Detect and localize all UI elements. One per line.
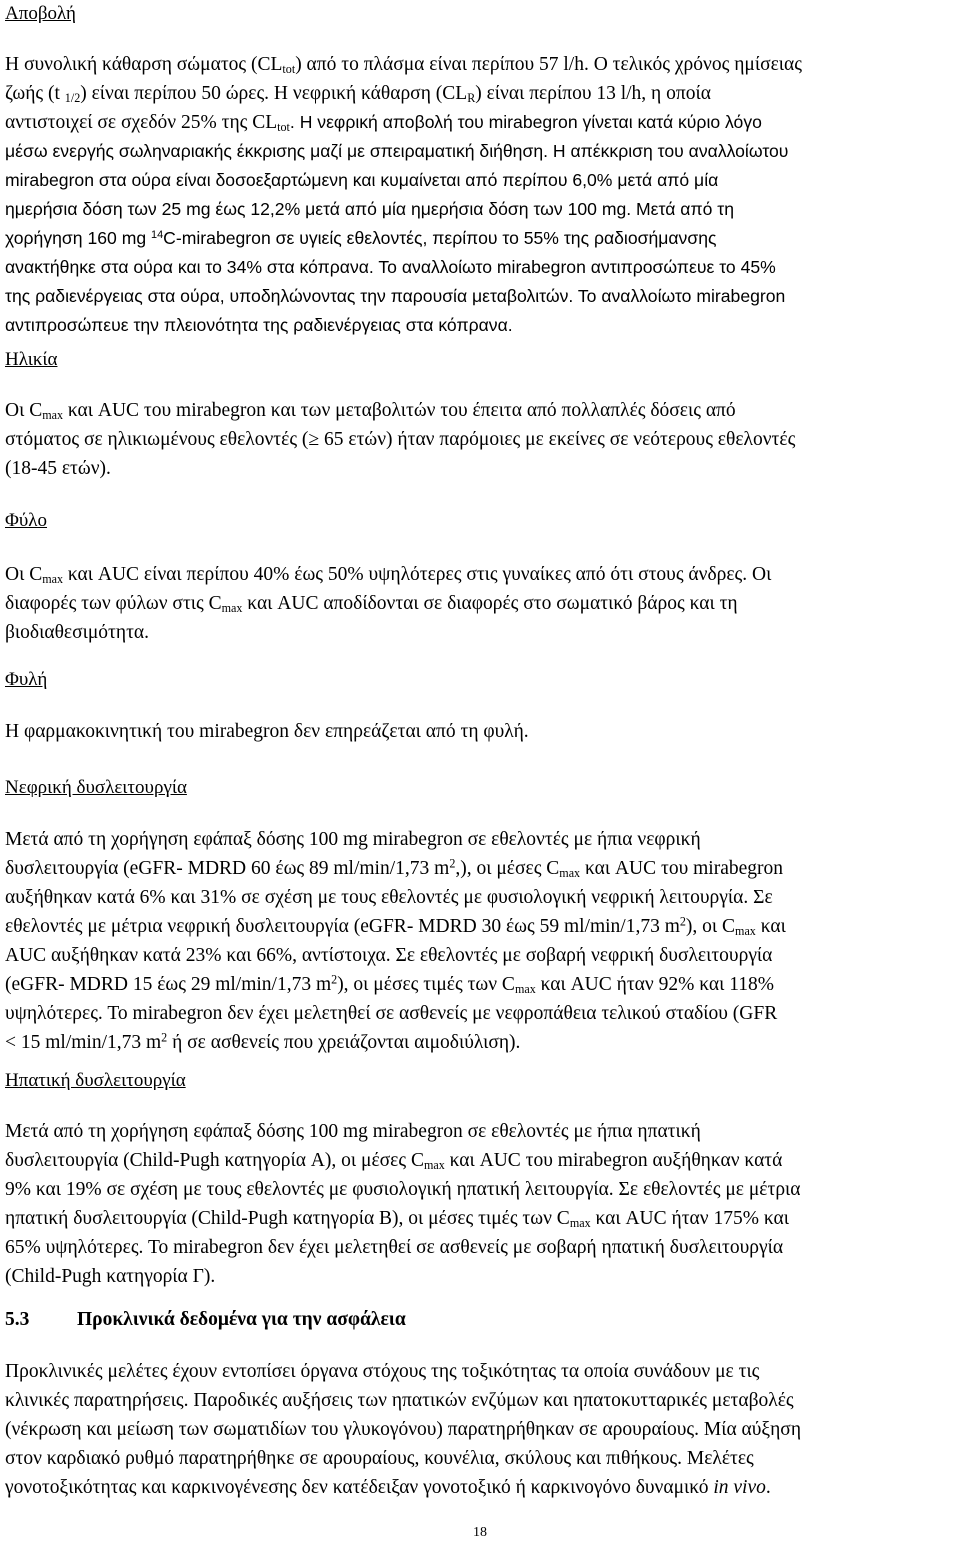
text-line: βιοδιαθεσιμότητα. [5, 622, 150, 643]
text-line: κλινικές παρατηρήσεις. Παροδικές αυξήσεις των ηπατικών ενζύμων και ηπατοκυτταρικές μεταβολές [5, 1390, 794, 1411]
text-line: αντιπροσώπευε την πλειονότητα της ραδιενέργειας στα κόπρανα. [5, 315, 513, 335]
text-line: (Child-Pugh κατηγορία Γ). [5, 1266, 216, 1287]
heading-age: Ηλικία [5, 349, 58, 370]
greater-equal-symbol: ≥ [308, 429, 320, 450]
text-line: δυσλειτουργία (Child-Pugh κατηγορία A), οι μέσες $C_{max}$ και AUC του mirabegron αυξήθηκαν κατά [5, 1150, 783, 1173]
text-line: αυξήθηκαν κατά 6% και 31% σε σχέση με τους εθελοντές με φυσιολογική νεφρική λειτουργία. Σε [5, 887, 773, 908]
heading-hepatic: Ηπατική δυσλειτουργία [5, 1070, 186, 1091]
text-line: AUC αυξήθηκαν κατά 23% και 66%, αντίστοιχα. Σε εθελοντές με σοβαρή νεφρική δυσλειτουργία [5, 945, 773, 966]
text-line: Η φαρμακοκινητική του mirabegron δεν επηρεάζεται από τη φυλή. [5, 721, 529, 742]
text-line: ζωής (t $_{1/2}$) είναι περίπου 50 ώρες. Η νεφρική κάθαρση $(CL_R)$ είναι περίπου 13 l/h, η οποία [5, 83, 711, 106]
paragraph-hepatic [5, 1117, 950, 1291]
section-number: 5.3 [5, 1309, 30, 1330]
text-line: υψηλότερες. Το mirabegron δεν έχει μελετηθεί σε ασθενείς με νεφροπάθεια τελικού σταδίου (GFR [5, 1003, 778, 1024]
paragraph-age [5, 396, 950, 483]
paragraph-elimination [5, 50, 950, 340]
text-line: ηπατική δυσλειτουργία (Child-Pugh κατηγορία B), οι μέσες τιμές των $C_{max}$ και AUC ήταν 175% και [5, 1208, 789, 1231]
text-line: (νέκρωση και μείωση των σωματιδίων του γλυκογόνου) παρατηρήθηκαν σε αρουραίους. Μία αύξηση [5, 1419, 802, 1440]
text-line: διαφορές των φύλων στις $C_{max}$ και AUC αποδίδονται σε διαφορές στο σωματικό βάρος και τη [5, 593, 738, 616]
text-line: δυσλειτουργία (eGFR- MDRD 60 έως 89 ml/min/1,73 $m^2$,), οι μέσες $C_{max}$ και AUC του mirabegron [5, 856, 784, 881]
text-line: χορήγηση 160 mg $^{14}$C-mirabegron σε υγιείς εθελοντές, περίπου το 55% της ραδιοσήμανσης [5, 228, 717, 248]
text-line: mirabegron στα ούρα είναι δοσοεξαρτώμενη και κυμαίνεται από περίπου 6,0% μετά από μία [5, 170, 719, 190]
paragraph-preclinical [5, 1357, 950, 1502]
text-line: Μετά από τη χορήγηση εφάπαξ δόσης 100 mg mirabegron σε εθελοντές με ήπια ηπατική [5, 1121, 701, 1142]
text-line: της ραδιενέργειας στα ούρα, υποδηλώνοντας την παρουσία μεταβολιτών. Το αναλλοίωτο mirabegron [5, 286, 786, 306]
heading-elimination: Αποβολή [5, 3, 76, 24]
text-line: Οι $C_{max}$ και AUC του mirabegron και των μεταβολιτών του έπειτα από πολλαπλές δόσεις από [5, 400, 736, 423]
text-line: Οι $C_{max}$ και AUC είναι περίπου 40% έως 50% υψηλότερες στις γυναίκες από ότι στους άνδρες. Οι [5, 564, 772, 587]
text-line: Προκλινικές μελέτες έχουν εντοπίσει όργανα στόχους της τοξικότητας τα οποία συνάδουν με τις [5, 1361, 760, 1382]
text-line: στον καρδιακό ρυθμό παρατηρήθηκε σε αρουραίους, κουνέλια, σκύλους και πιθήκους. Μελέτες [5, 1448, 754, 1469]
heading-sex: Φύλο [5, 510, 48, 531]
page-number: 18 [473, 1525, 487, 1540]
text-line: Μετά από τη χορήγηση εφάπαξ δόσης 100 mg mirabegron σε εθελοντές με ήπια νεφρική [5, 829, 701, 850]
text-line: (18-45 ετών). [5, 458, 111, 479]
paragraph-renal [5, 825, 950, 1057]
text-line: ημερήσια δόση των 25 mg έως 12,2% μετά από μία ημερήσια δόση των 100 mg. Μετά από τη [5, 199, 735, 219]
text-line: εθελοντές με μέτρια νεφρική δυσλειτουργία (eGFR- MDRD 30 έως 59 ml/min/1,73 $m^2$), οι $C_{max}$ και [5, 914, 786, 939]
text-line: Η συνολική κάθαρση σώματος $(CL_{tot})$ από το πλάσμα είναι περίπου 57 l/h. Ο τελικός χρόνος ημίσειας [5, 54, 802, 77]
paragraph-race [5, 717, 950, 746]
text-line: 65% υψηλότερες. Το mirabegron δεν έχει μελετηθεί σε ασθενείς με σοβαρή ηπατική δυσλειτουργία [5, 1237, 784, 1258]
text-line: αντιστοιχεί σε σχεδόν 25% της $CL_{tot}$. Η νεφρική αποβολή του mirabegron γίνεται κατά κύριο λόγο [5, 112, 762, 135]
text-line: μέσω ενεργής σωληναριακής έκκρισης μαζί με σπειραματική διήθηση. Η απέκκριση του αναλλοίωτου [5, 141, 789, 161]
text-line: ανακτήθηκε στα ούρα και το 34% στα κόπρανα. Το αναλλοίωτο mirabegron αντιπροσώπευε το 45% [5, 257, 776, 277]
heading-race: Φυλή [5, 669, 48, 690]
text-line: < 15 ml/min/1,73 $m^2$ ή σε ασθενείς που χρειάζονται αιμοδιύλιση). [5, 1030, 521, 1053]
text-line: στόματος σε ηλικιωμένους εθελοντές (≥ 65 ετών) ήταν παρόμοιες με εκείνες σε νεότερους εθελοντές [5, 429, 796, 450]
section-title: Προκλινικά δεδομένα για την ασφάλεια [77, 1309, 406, 1330]
section-heading-5-3 [5, 1306, 406, 1334]
heading-renal: Νεφρική δυσλειτουργία [5, 777, 187, 798]
text-line: (eGFR- MDRD 15 έως 29 ml/min/1,73 $m^2$), οι μέσες τιμές των $C_{max}$ και AUC ήταν 92% και 118% [5, 972, 774, 997]
text-line: γονοτοξικότητας και καρκινογένεσης δεν κατέδειξαν γονοτοξικό ή καρκινογόνο δυναμικό in vivo. [5, 1477, 771, 1498]
paragraph-sex [5, 560, 950, 647]
text-line: 9% και 19% σε σχέση με τους εθελοντές με φυσιολογική ηπατική λειτουργία. Σε εθελοντές με μέτρια [5, 1179, 801, 1200]
